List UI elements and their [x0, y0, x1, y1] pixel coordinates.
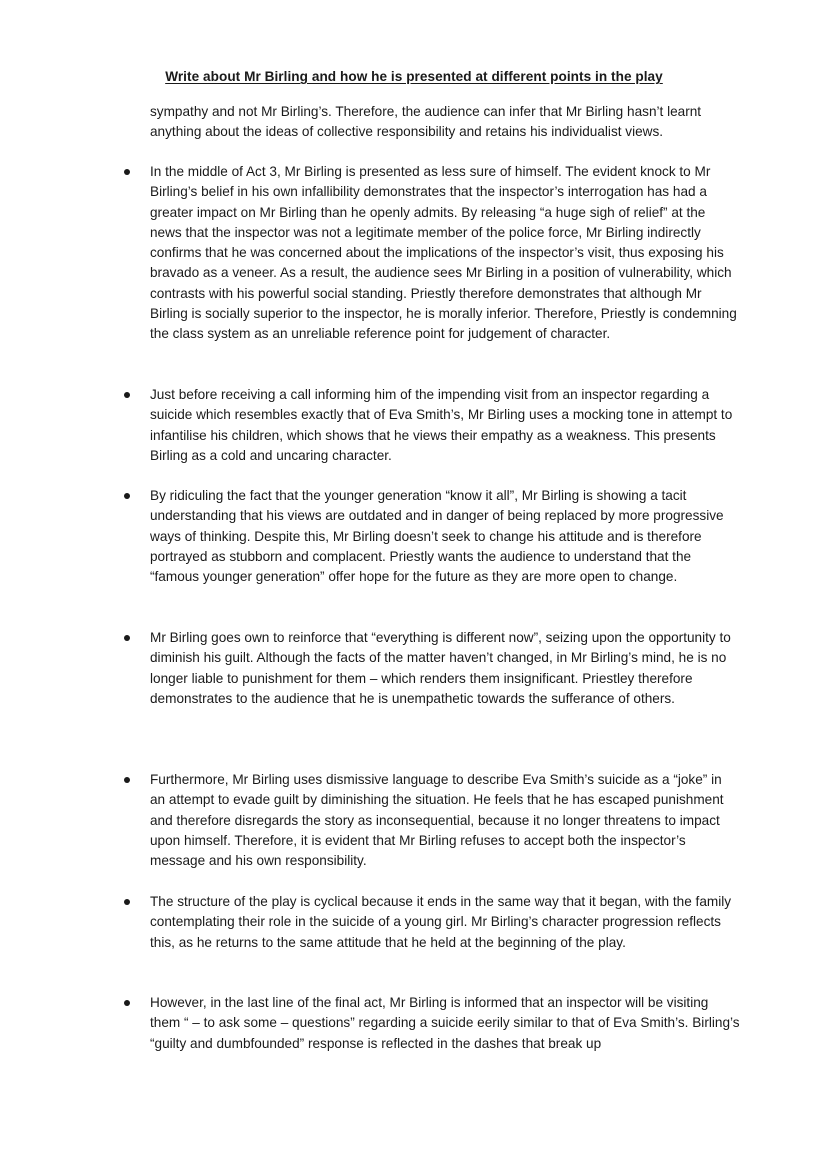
list-item: [150, 993, 740, 1054]
list-item: [150, 628, 740, 709]
bullet-text: In the middle of Act 3, Mr Birling is presented as less sure of himself. The evident knock to Mr Birling’s belief in his own infallibility demonstrates that the inspector’s interrogation has had a greater impact on Mr Birling than he openly admits. By releasing “a huge sigh of relief” at the news that the inspector was not a legitimate member of the police force, Mr Birling indirectly confirms that he was concerned about the implications of the inspector’s visit, thus exposing his bravado as a veneer. As a result, the audience sees Mr Birling in a position of vulnerability, which contrasts with his powerful social standing. Priestly therefore demonstrates that although Mr Birling is socially superior to the inspector, he is morally inferior. Therefore, Priestly is condemning the class system as an unreliable reference point for judgement of character.: [150, 164, 737, 342]
bullet-text: Furthermore, Mr Birling uses dismissive language to describe Eva Smith’s suicide as a “joke” in an attempt to evade guilt by diminishing the situation. He feels that he has escaped punishment and therefore disregards the story as inconsequential, because it no longer threatens to impact upon himself. Therefore, it is evident that Mr Birling refuses to accept both the inspector’s message and his own responsibility.: [150, 772, 724, 869]
intro-paragraph: sympathy and not Mr Birling’s. Therefore, the audience can infer that Mr Birling hasn’t learnt anything about the ideas of collective responsibility and retains his individualist views.: [150, 104, 702, 140]
page-title: Write about Mr Birling and how he is presented at different points in the play: [165, 69, 663, 84]
bullet-text: Mr Birling goes own to reinforce that “everything is different now”, seizing upon the opportunity to diminish his guilt. Although the facts of the matter haven’t changed, in Mr Birling’s mind, he is no longer liable to punishment for them – which renders them insignificant. Priestley therefore demonstrates to the audience that he is unempathetic towards the sufferance of others.: [150, 630, 731, 706]
bullet-icon: [124, 777, 130, 783]
list-item: [150, 385, 740, 466]
list-item: [150, 486, 740, 587]
bullet-text: Just before receiving a call informing him of the impending visit from an inspector regarding a suicide which resembles exactly that of Eva Smith’s, Mr Birling uses a mocking tone in attempt to infantilise his children, which shows that he views their empathy as a weakness. This presents Birling as a cold and uncaring character.: [150, 387, 733, 463]
bullet-icon: [124, 169, 130, 175]
bullet-icon: [124, 899, 130, 905]
bullet-icon: [124, 1000, 130, 1006]
bullet-icon: [124, 635, 130, 641]
bullet-text: However, in the last line of the final act, Mr Birling is informed that an inspector will be visiting them “ – to ask some – questions” regarding a suicide eerily similar to that of Eva Smith’s. Birling’s “guilty and dumbfounded” response is reflected in the dashes that break up: [150, 995, 740, 1051]
bullet-text: The structure of the play is cyclical because it ends in the same way that it began, with the family contemplating their role in the suicide of a young girl. Mr Birling’s character progression reflects this, as he returns to the same attitude that he held at the beginning of the play.: [150, 894, 732, 950]
bullet-icon: [124, 493, 130, 499]
bullet-text: By ridiculing the fact that the younger generation “know it all”, Mr Birling is showing a tacit understanding that his views are outdated and in danger of being replaced by more progressive ways of thinking. Despite this, Mr Birling doesn’t seek to change his attitude and is therefore portrayed as stubborn and complacent. Priestly wants the audience to understand that the “famous younger generation” offer hope for the future as they are more open to change.: [150, 488, 724, 585]
list-item: [150, 892, 740, 953]
list-item: [150, 770, 740, 871]
bullet-icon: [124, 392, 130, 398]
list-item: [150, 162, 740, 345]
